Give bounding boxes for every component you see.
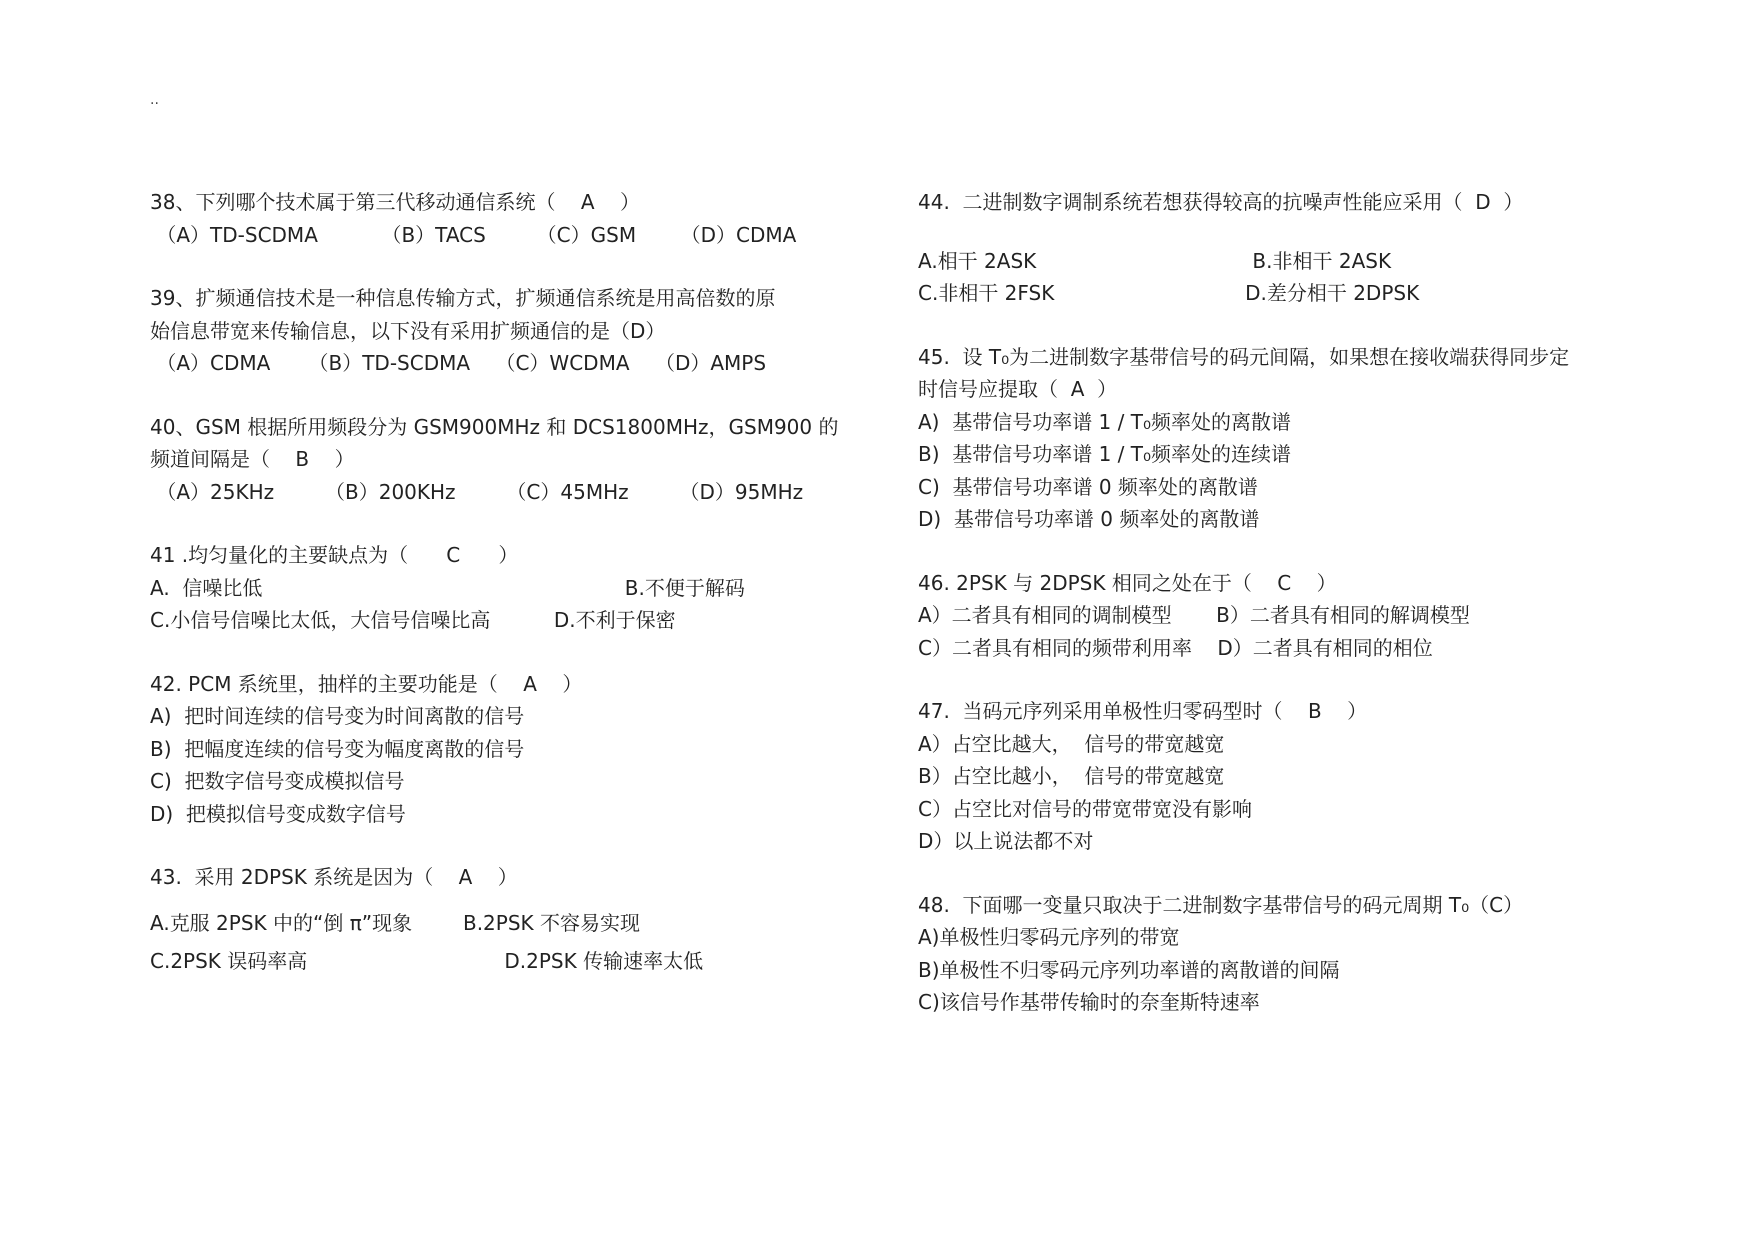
- question-44: [918, 186, 1638, 310]
- question-43-stem: 43. 采用 2DPSK 系统是因为（ A ）: [150, 865, 518, 889]
- question-48-option-c: C)该信号作基带传输时的奈奎斯特速率: [918, 990, 1260, 1014]
- question-42-option-d: D) 把模拟信号变成数字信号: [150, 801, 406, 826]
- question-48-option-b: B)单极性不归零码元序列功率谱的离散谱的间隔: [918, 957, 1340, 982]
- question-47-option-d: D）以上说法都不对: [918, 829, 1094, 853]
- question-41-options-ab: A. 信噪比低 B.不便于解码: [150, 575, 745, 600]
- question-40-options: （A）25KHz （B）200KHz （C）45MHz （D）95MHz: [150, 479, 804, 504]
- question-45-option-c: C) 基带信号功率谱 0 频率处的离散谱: [918, 474, 1258, 499]
- question-40-stem-line-2: 频道间隔是（ B ）: [150, 447, 355, 471]
- question-39-stem-line-2: 始信息带宽来传输信息，以下没有采用扩频通信的是（D）: [150, 318, 666, 343]
- question-41-stem: 41 .均匀量化的主要缺点为（ C ）: [150, 543, 519, 567]
- question-46: [918, 567, 1638, 665]
- question-42-option-b: B) 把幅度连续的信号变为幅度离散的信号: [150, 736, 525, 761]
- question-42-option-a: A) 把时间连续的信号变为时间离散的信号: [150, 704, 525, 728]
- question-42-option-c: C) 把数字信号变成模拟信号: [150, 769, 405, 793]
- question-40-stem-line-1: 40、GSM 根据所用频段分为 GSM900MHz 和 DCS1800MHz，GSM900 的: [150, 414, 839, 439]
- question-40: [150, 411, 870, 509]
- question-47-option-b: B）占空比越小， 信号的带宽越宽: [918, 764, 1225, 788]
- question-43-options-ab: A.克服 2PSK 中的“倒 π”现象 B.2PSK 不容易实现: [150, 910, 641, 935]
- page-header-mark: ..: [150, 92, 159, 108]
- question-46-options-cd: C）二者具有相同的频带利用率 D）二者具有相同的相位: [918, 635, 1433, 660]
- question-42-stem: 42. PCM 系统里，抽样的主要功能是（ A ）: [150, 671, 583, 696]
- question-44-options-cd: C.非相干 2FSK D.差分相干 2DPSK: [918, 281, 1420, 305]
- question-38-stem: 38、下列哪个技术属于第三代移动通信系统（ A ）: [150, 190, 640, 214]
- question-47: [918, 695, 1638, 858]
- right-column: [918, 186, 1638, 1050]
- question-48: [918, 889, 1638, 1019]
- question-41: [150, 539, 870, 637]
- question-45-stem-line-2: 时信号应提取（ A ）: [918, 377, 1118, 401]
- question-45-option-b: B) 基带信号功率谱 1 / T₀频率处的连续谱: [918, 442, 1292, 466]
- question-48-stem: 48. 下面哪一变量只取决于二进制数字基带信号的码元周期 T₀（C）: [918, 892, 1524, 917]
- question-39: [150, 282, 870, 380]
- question-43: [150, 861, 870, 980]
- question-45-stem-line-1: 45. 设 T₀为二进制数字基带信号的码元间隔，如果想在接收端获得同步定: [918, 344, 1570, 369]
- left-column: [150, 186, 870, 1011]
- question-46-options-ab: A）二者具有相同的调制模型 B）二者具有相同的解调模型: [918, 603, 1470, 627]
- question-41-options-cd: C.小信号信噪比太低，大信号信噪比高 D.不利于保密: [150, 608, 676, 632]
- question-38: [150, 186, 870, 251]
- question-39-stem-line-1: 39、扩频通信技术是一种信息传输方式，扩频通信系统是用高倍数的原: [150, 286, 776, 310]
- question-43-options-cd: C.2PSK 误码率高 D.2PSK 传输速率太低: [150, 948, 704, 973]
- question-38-options: （A）TD-SCDMA （B）TACS （C）GSM （D）CDMA: [150, 222, 797, 247]
- question-47-stem: 47. 当码元序列采用单极性归零码型时（ B ）: [918, 699, 1368, 723]
- question-42: [150, 668, 870, 831]
- question-45-option-a: A) 基带信号功率谱 1 / T₀频率处的离散谱: [918, 409, 1291, 434]
- question-47-option-c: C）占空比对信号的带宽带宽没有影响: [918, 796, 1252, 821]
- question-46-stem: 46. 2PSK 与 2DPSK 相同之处在于（ C ）: [918, 570, 1337, 595]
- question-44-stem: 44. 二进制数字调制系统若想获得较高的抗噪声性能应采用（ D ）: [918, 190, 1524, 214]
- question-47-option-a: A）占空比越大， 信号的带宽越宽: [918, 731, 1225, 756]
- question-45: [918, 341, 1638, 536]
- question-44-options-ab: A.相干 2ASK B.非相干 2ASK: [918, 248, 1392, 273]
- question-45-option-d: D) 基带信号功率谱 0 频率处的离散谱: [918, 507, 1260, 531]
- question-48-option-a: A)单极性归零码元序列的带宽: [918, 925, 1180, 949]
- question-39-options: （A）CDMA （B）TD-SCDMA （C）WCDMA （D）AMPS: [150, 351, 767, 375]
